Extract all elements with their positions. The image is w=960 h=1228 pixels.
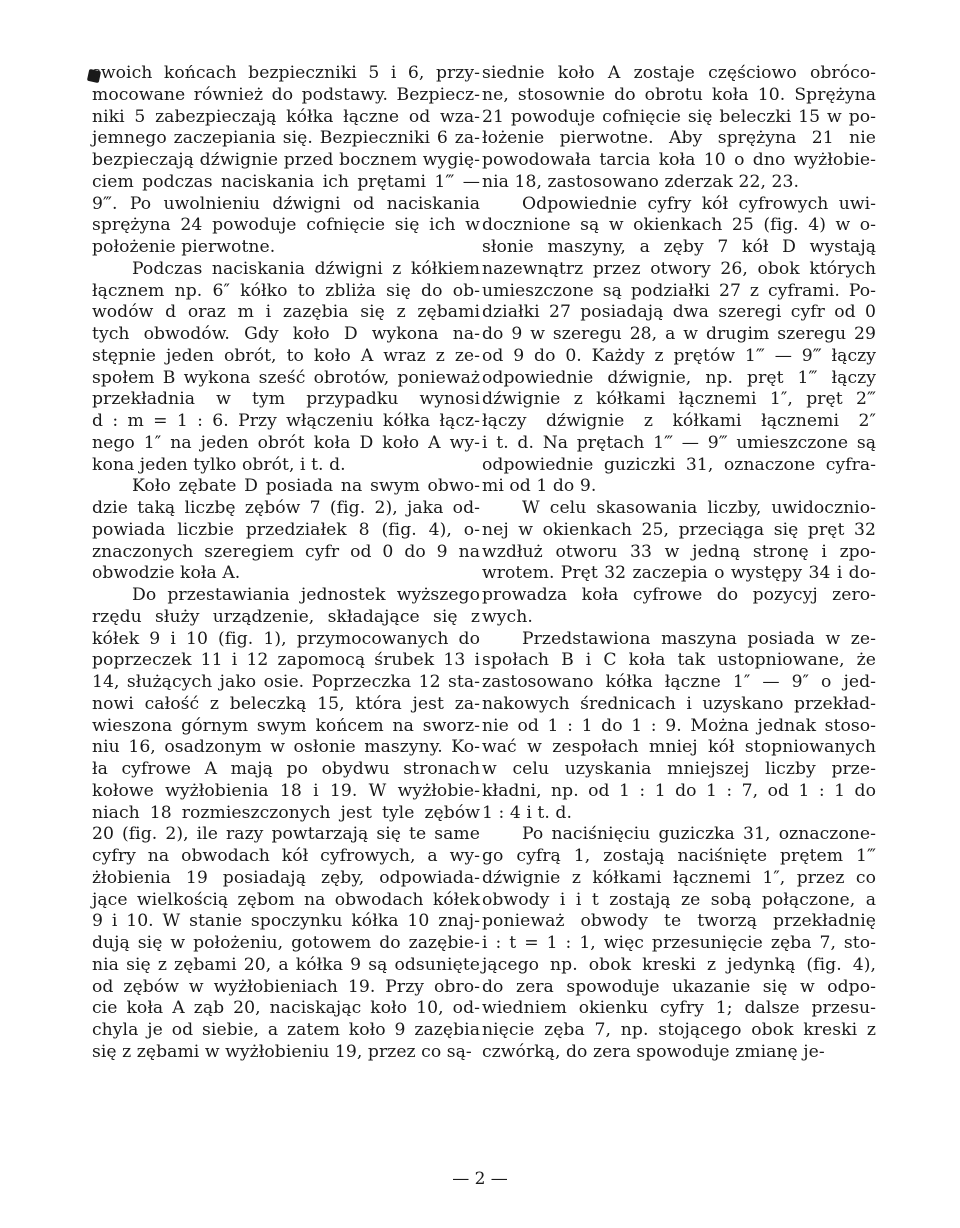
text-line: cie koła A ząb 20, naciskając koło 10, od-	[92, 998, 480, 1019]
text-line: wych.	[482, 606, 533, 627]
text-line: od 9 do 0. Każdy z prętów 1‴ — 9‴ łączy	[482, 345, 876, 366]
text-line: się z zębami w wyżłobieniu 19, przez co są-	[92, 1041, 472, 1062]
text-line: do zera spowoduje ukazanie się w odpo-	[482, 976, 876, 997]
text-line: kładni, np. od 1 : 1 do 1 : 7, od 1 : 1 do	[482, 780, 876, 801]
text-line: dują się w położeniu, gotowem do zazębie-	[92, 933, 480, 953]
text-line: nia 18, zastosowano zderzak 22, 23.	[482, 171, 799, 192]
text-line: społem B wykona sześć obrotów, ponieważ	[92, 367, 480, 388]
text-line: nie od 1 : 1 do 1 : 9. Można jednak stoso-	[482, 715, 876, 736]
text-line: jącego np. obok kreski z jedynką (fig. 4),	[482, 954, 876, 975]
text-line: nazewnątrz przez otwory 26, obok których	[482, 258, 876, 279]
text-line: położenie pierwotne.	[92, 237, 276, 257]
text-line: nięcie zęba 7, np. stojącego obok kreski z	[482, 1020, 876, 1040]
text-line: 21 powoduje cofnięcie się beleczki 15 w po-	[482, 106, 876, 127]
text-line: i : t = 1 : 1, więc przesunięcie zęba 7, sto-	[482, 933, 876, 953]
text-line: Podczas naciskania dźwigni z kółkiem	[132, 258, 480, 279]
text-line: wzdłuż otworu 33 w jedną stronę i zpo-	[482, 541, 876, 562]
text-line: cyfry na obwodach kół cyfrowych, a wy-	[92, 846, 480, 866]
text-line: jemnego zaczepiania się. Bezpieczniki 6 za-	[92, 128, 480, 149]
text-line: obwodzie koła A.	[92, 563, 241, 584]
text-line: prowadza koła cyfrowe do pozycyj zero-	[482, 585, 876, 605]
text-line: poprzeczek 11 i 12 zapomocą śrubek 13 i	[92, 650, 480, 671]
text-line: odpowiednie guziczki 31, oznaczone cyfra-	[482, 454, 876, 475]
text-line: zastosowano kółka łączne 1″ — 9″ o jed-	[482, 672, 876, 692]
text-line: nego 1″ na jeden obrót koła D koło A wy-	[92, 432, 480, 453]
text-line: ła cyfrowe A mają po obydwu stronach	[92, 759, 480, 779]
text-line: kona jeden tylko obrót, i t. d.	[92, 454, 346, 475]
text-line: ponieważ obwody te tworzą przekładnię	[482, 911, 876, 932]
text-line: mi od 1 do 9.	[482, 476, 597, 497]
text-line: żłobienia 19 posiadają zęby, odpowiada-	[92, 867, 480, 888]
text-line: Po naciśnięciu guziczka 31, oznaczone-	[522, 824, 876, 845]
text-line: siednie koło A zostaje częściowo obróco-	[482, 63, 876, 83]
text-line: Przedstawiona maszyna posiada w ze-	[522, 628, 876, 649]
text-line: łącznem np. 6″ kółko to zbliża się do ob-	[92, 280, 480, 301]
text-line: niu 16, osadzonym w osłonie maszyny. Ko-	[92, 737, 480, 758]
text-line: dźwignie z kółkami łącznemi 1″, pręt 2‴	[482, 389, 876, 410]
text-line: wiedniem okienku cyfry 1; dalsze przesu-	[482, 998, 876, 1019]
text-line: 1 : 4 i t. d.	[482, 802, 572, 823]
text-line: działki 27 posiadają dwa szeregi cyfr od 0	[482, 302, 876, 323]
text-line: i t. d. Na prętach 1‴ — 9‴ umieszczone są	[482, 432, 876, 453]
text-line: kółek 9 i 10 (fig. 1), przymocowanych do	[92, 628, 480, 649]
right-text-column	[482, 63, 876, 1064]
page-number: — 2 —	[452, 1169, 508, 1189]
text-line: niki 5 zabezpieczają kółka łączne od wza-	[92, 106, 480, 127]
text-line: wać w zespołach mniej kół stopniowanych	[482, 737, 876, 758]
left-text-column	[92, 63, 480, 1064]
text-line: nakowych średnicach i uzyskano przekład-	[482, 693, 876, 714]
text-line: powodowała tarcia koła 10 o dno wyżłobie-	[482, 150, 876, 170]
text-line: stępnie jeden obrót, to koło A wraz z ze-	[92, 345, 480, 366]
text-line: przekładnia w tym przypadku wynosi	[92, 389, 480, 410]
text-line: rzędu służy urządzenie, składające się z	[92, 606, 480, 627]
text-line: słonie maszyny, a zęby 7 kół D wystają	[482, 237, 876, 257]
text-line: nia się z zębami 20, a kółka 9 są odsunięte	[92, 954, 480, 975]
text-line: wrotem. Pręt 32 zaczepia o występy 34 i do-	[482, 563, 876, 584]
text-line: 9 i 10. W stanie spoczynku kółka 10 znaj-	[92, 911, 480, 932]
text-line: ne, stosownie do obrotu koła 10. Sprężyna	[482, 84, 876, 105]
text-line: powiada liczbie przedziałek 8 (fig. 4), o-	[92, 519, 480, 540]
text-line: docznione są w okienkach 25 (fig. 4) w o-	[482, 215, 876, 236]
text-line: obwody i i t zostają ze sobą połączone, a	[482, 889, 876, 910]
text-line: dźwignie z kółkami łącznemi 1″, przez co	[482, 867, 876, 888]
text-line: chyla je od siebie, a zatem koło 9 zazębia	[92, 1020, 480, 1040]
text-line: 9‴. Po uwolnieniu dźwigni od naciskania	[92, 193, 480, 214]
text-line: 20 (fig. 2), ile razy powtarzają się te same	[92, 824, 480, 845]
text-line: społach B i C koła tak ustopniowane, że	[482, 650, 876, 671]
text-line: wodów d oraz m i zazębia się z zębami	[92, 302, 480, 323]
text-line: znaczonych szeregiem cyfr od 0 do 9 na	[92, 541, 480, 562]
text-line: 14, służących jako osie. Poprzeczka 12 sta-	[92, 672, 480, 692]
text-line: mocowane również do podstawy. Bezpiecz-	[92, 84, 480, 105]
text-line: dzie taką liczbę zębów 7 (fig. 2), jaka od-	[92, 498, 480, 518]
text-line: czwórką, do zera spowoduje zmianę je-	[482, 1041, 825, 1062]
text-line: umieszczone są podziałki 27 z cyframi. Po-	[482, 280, 876, 301]
text-line: od zębów w wyżłobieniach 19. Przy obro-	[92, 976, 480, 997]
text-line: łożenie pierwotne. Aby sprężyna 21 nie	[482, 128, 876, 149]
text-line: swoich końcach bezpieczniki 5 i 6, przy-	[92, 63, 480, 83]
text-line: bezpieczają dźwignie przed bocznem wygię-	[92, 150, 480, 170]
text-line: w celu uzyskania mniejszej liczby prze-	[482, 759, 876, 779]
text-line: wieszona górnym swym końcem na sworz-	[92, 715, 480, 736]
text-line: go cyfrą 1, zostają naciśnięte prętem 1‴	[482, 846, 876, 866]
text-line: odpowiednie dźwignie, np. pręt 1‴ łączy	[482, 367, 876, 388]
text-line: Koło zębate D posiada na swym obwo-	[132, 476, 480, 497]
text-line: Do przestawiania jednostek wyższego	[132, 585, 480, 605]
text-line: tych obwodów. Gdy koło D wykona na-	[92, 324, 480, 344]
text-line: łączy dźwignie z kółkami łącznemi 2″	[482, 411, 876, 431]
text-line: sprężyna 24 powoduje cofnięcie się ich w	[92, 215, 480, 236]
text-line: kołowe wyżłobienia 18 i 19. W wyżłobie-	[92, 780, 480, 801]
text-line: do 9 w szeregu 28, a w drugim szeregu 29	[482, 324, 876, 344]
text-line: ciem podczas naciskania ich prętami 1‴ —	[92, 171, 480, 192]
text-line: d : m = 1 : 6. Przy włączeniu kółka łącz-	[92, 411, 480, 431]
text-line: W celu skasowania liczby, uwidocznio-	[522, 498, 876, 518]
text-line: Odpowiednie cyfry kół cyfrowych uwi-	[522, 193, 876, 214]
text-line: niach 18 rozmieszczonych jest tyle zębów	[92, 802, 480, 823]
text-line: nowi całość z beleczką 15, która jest za-	[92, 693, 480, 714]
text-line: jące wielkością zębom na obwodach kółek	[92, 889, 480, 910]
text-line: nej w okienkach 25, przeciąga się pręt 32	[482, 519, 876, 540]
